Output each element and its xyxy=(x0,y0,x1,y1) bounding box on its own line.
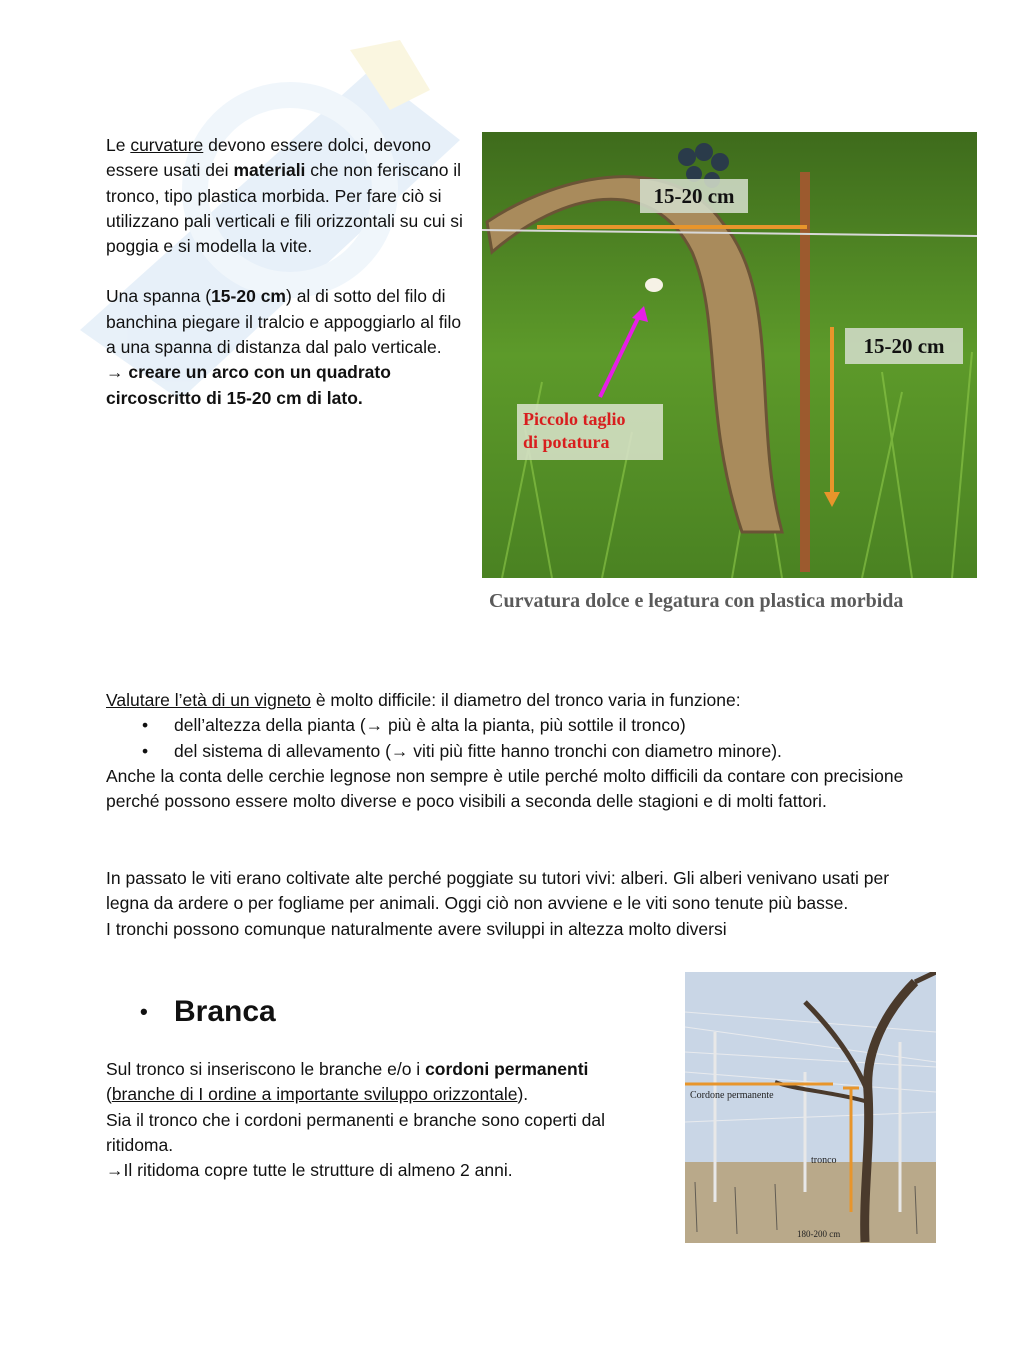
photo-caption: Curvatura dolce e legatura con plastica morbida xyxy=(489,590,904,612)
intro-paragraph-1: Le curvature devono essere dolci, devono essere usati dei materiali che non feriscano il tronco, tipo plastica morbida. Per fare ciò si utilizzano pali verticali e fili orizzontali su cui si poggia e si modella la vite. xyxy=(106,135,463,257)
branca-paragraph-2: (branche di I ordine a importante sviluppo orizzontale). xyxy=(106,1084,529,1105)
arrow-icon: → xyxy=(106,362,124,383)
label-height: 180-200 cm xyxy=(797,1229,841,1239)
bullet-altezza: • dell’altezza della pianta (→ più è alta la pianta, più sottile il tronco) xyxy=(106,713,906,738)
age-paragraph: Anche la conta delle cerchie legnose non sempre è utile perché molto difficili da contare con precisione perché possono essere molto diverse e poco visibili a seconda delle stagioni e di molti fattori. xyxy=(106,765,904,812)
age-section xyxy=(106,688,906,814)
curvature-term: curvature xyxy=(130,135,204,155)
intro-paragraph-2: Una spanna (15-20 cm) al di sotto del filo di banchina piegare il tralcio e appoggiarlo al filo a una spanna di distanza dal palo verticale. xyxy=(106,286,462,358)
label-cut: Piccolo taglio di potatura xyxy=(517,404,663,460)
bullet-allevamento: • del sistema di allevamento (→ viti più fitte hanno tronchi con diametro minore). xyxy=(106,739,906,764)
vine-trellis-photo xyxy=(685,972,936,1243)
bullet-icon: • xyxy=(140,999,148,1024)
age-intro: Valutare l’età di un vigneto è molto difficile: il diametro del tronco varia in funzione: xyxy=(106,690,741,710)
label-top-measure: 15-20 cm xyxy=(640,179,748,213)
intro-paragraph-3: → creare un arco con un quadrato circoscritto di 15-20 cm di lato. xyxy=(106,362,391,408)
label-side-measure: 15-20 cm xyxy=(845,328,963,364)
branca-paragraph-4: →Il ritidoma copre tutte le strutture di almeno 2 anni. xyxy=(106,1160,513,1181)
label-tronco: tronco xyxy=(811,1155,837,1166)
label-cordone: Cordone permanente xyxy=(690,1090,774,1101)
intro-text xyxy=(106,133,471,411)
history-section xyxy=(106,866,906,942)
branca-paragraph-1: Sul tronco si inseriscono le branche e/o i cordoni permanenti xyxy=(106,1059,589,1079)
materiali-term: materiali xyxy=(233,160,306,181)
branca-title: Branca xyxy=(174,995,276,1028)
branca-paragraph-3: Sia il tronco che i cordoni permanenti e branche sono coperti dal ritidoma. xyxy=(106,1109,606,1155)
branca-text xyxy=(106,1057,666,1183)
history-paragraph-2: I tronchi possono comunque naturalmente avere sviluppi in altezza molto diversi xyxy=(106,918,727,939)
history-paragraph-1: In passato le viti erano coltivate alte perché poggiate su tutori vivi: alberi. Gli alberi venivano usati per legna da ardere o per fogliame per animali. Oggi ciò non avviene e le viti sono tenute più basse. xyxy=(106,868,890,914)
branca-heading xyxy=(140,992,440,1032)
vine-curvature-photo xyxy=(482,132,977,578)
